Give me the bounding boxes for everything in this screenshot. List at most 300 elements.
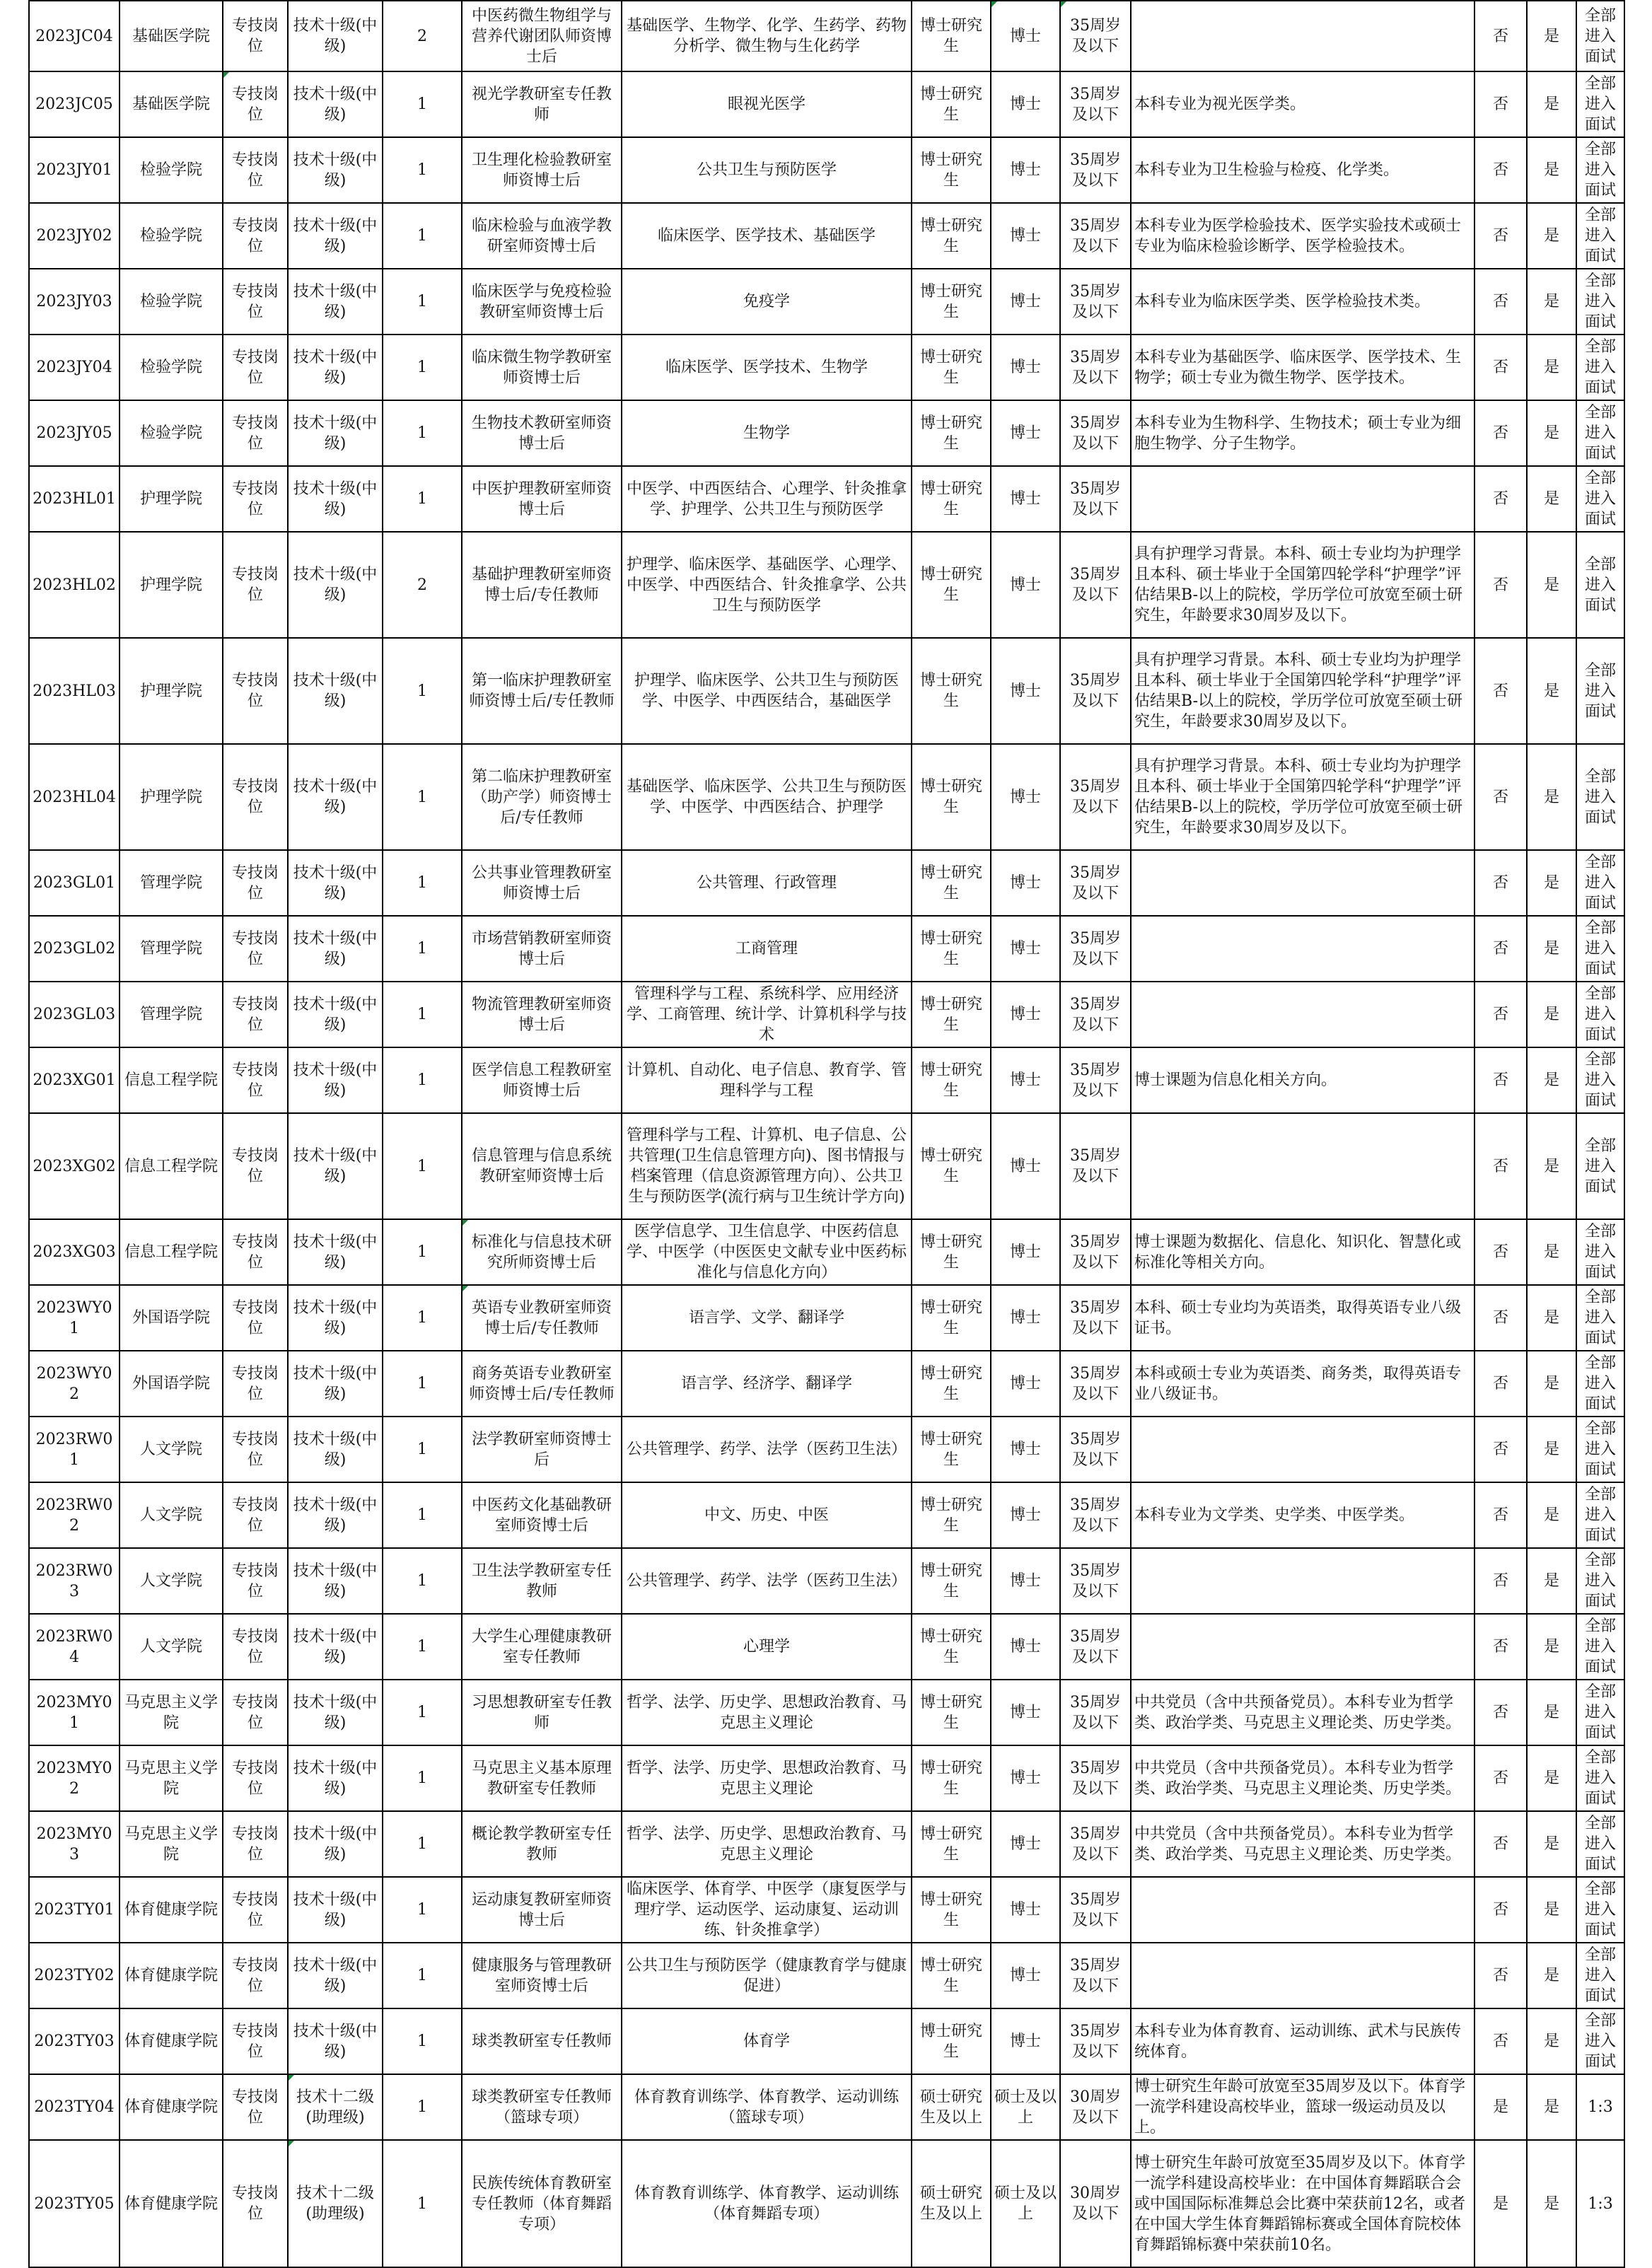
- headcount-cell: 1: [383, 1680, 462, 1745]
- education-cell: 博士研究生: [912, 1680, 991, 1745]
- interview-ratio-cell: 全部进入面试: [1576, 1745, 1624, 1811]
- headcount-cell: 1: [383, 1351, 462, 1417]
- interview-cell: 是: [1527, 982, 1576, 1047]
- post-name-cell: 球类教研室专任教师: [462, 2008, 622, 2074]
- post-level-cell: 技术十级(中级): [288, 71, 383, 137]
- other-requirements-cell: [1131, 916, 1474, 982]
- headcount-cell: 1: [383, 2074, 462, 2140]
- post-name-cell: 生物技术教研室师资博士后: [462, 400, 622, 466]
- other-requirements-cell: 博士课题为信息化相关方向。: [1131, 1047, 1474, 1113]
- age-cell: 35周岁及以下: [1060, 1877, 1131, 1943]
- college-cell: 检验学院: [120, 335, 223, 400]
- interview-cell: 是: [1527, 532, 1576, 638]
- major-cell: 医学信息学、卫生信息学、中医药信息学、中医学（中医医史文献专业中医药标准化与信息化方向）: [622, 1219, 912, 1285]
- post-type-cell: 专技岗位: [223, 1877, 288, 1943]
- post-type-cell: 专技岗位: [223, 203, 288, 269]
- post-name-cell: 法学教研室师资博士后: [462, 1417, 622, 1482]
- post-name-cell: 视光学教研室专任教师: [462, 71, 622, 137]
- post-level-cell: 技术十级(中级): [288, 1482, 383, 1548]
- post-type-cell: 专技岗位: [223, 982, 288, 1047]
- education-cell: 博士研究生: [912, 1219, 991, 1285]
- interview-ratio-cell: 全部进入面试: [1576, 269, 1624, 335]
- major-cell: 公共管理、行政管理: [622, 850, 912, 916]
- table-row: [29, 466, 1624, 532]
- other-requirements-cell: 本科专业为体育教育、运动训练、武术与民族传统体育。: [1131, 2008, 1474, 2074]
- college-cell: 马克思主义学院: [120, 1811, 223, 1877]
- college-cell: 体育健康学院: [120, 1877, 223, 1943]
- post-name-cell: 信息管理与信息系统教研室师资博士后: [462, 1113, 622, 1219]
- education-cell: 博士研究生: [912, 982, 991, 1047]
- interview-ratio-cell: 全部进入面试: [1576, 2008, 1624, 2074]
- major-cell: 管理科学与工程、计算机、电子信息、公共管理(卫生信息管理方向)、图书情报与档案管理（信息资源管理方向）、公共卫生与预防医学(流行病与卫生统计学方向): [622, 1113, 912, 1219]
- post-name-cell: 英语专业教研室师资博士后/专任教师: [462, 1285, 622, 1351]
- table-row: [29, 400, 1624, 466]
- headcount-cell: 2: [383, 532, 462, 638]
- position-code-cell: 2023JY05: [29, 400, 120, 466]
- major-cell: 心理学: [622, 1614, 912, 1680]
- other-requirements-cell: [1131, 1, 1474, 71]
- headcount-cell: 1: [383, 466, 462, 532]
- age-cell: 35周岁及以下: [1060, 916, 1131, 982]
- major-cell: 语言学、经济学、翻译学: [622, 1351, 912, 1417]
- other-requirements-cell: 本科专业为卫生检验与检疫、化学类。: [1131, 137, 1474, 203]
- college-cell: 检验学院: [120, 400, 223, 466]
- post-name-cell: 球类教研室专任教师（篮球专项）: [462, 2074, 622, 2140]
- other-requirements-cell: [1131, 1943, 1474, 2008]
- age-cell: 30周岁及以下: [1060, 2140, 1131, 2267]
- post-type-cell: 专技岗位: [223, 1, 288, 71]
- position-code-cell: 2023HL01: [29, 466, 120, 532]
- education-cell: 博士研究生: [912, 1113, 991, 1219]
- college-cell: 管理学院: [120, 850, 223, 916]
- headcount-cell: 1: [383, 1548, 462, 1614]
- table-row: [29, 1113, 1624, 1219]
- post-name-cell: 第一临床护理教研室师资博士后/专任教师: [462, 638, 622, 744]
- age-cell: 35周岁及以下: [1060, 1, 1131, 71]
- post-level-cell: 技术十级(中级): [288, 1351, 383, 1417]
- interview-ratio-cell: 全部进入面试: [1576, 1113, 1624, 1219]
- age-cell: 30周岁及以下: [1060, 2074, 1131, 2140]
- college-cell: 信息工程学院: [120, 1047, 223, 1113]
- degree-cell: 博士: [991, 1482, 1060, 1548]
- post-name-cell: 民族传统体育教研室专任教师（体育舞蹈专项）: [462, 2140, 622, 2267]
- age-cell: 35周岁及以下: [1060, 1351, 1131, 1417]
- post-name-cell: 物流管理教研室师资博士后: [462, 982, 622, 1047]
- major-cell: 公共卫生与预防医学: [622, 137, 912, 203]
- table-row: [29, 1614, 1624, 1680]
- post-level-cell: 技术十级(中级): [288, 1943, 383, 2008]
- position-code-cell: 2023MY01: [29, 1680, 120, 1745]
- other-requirements-cell: 本科专业为生物科学、生物技术；硕士专业为细胞生物学、分子生物学。: [1131, 400, 1474, 466]
- college-cell: 体育健康学院: [120, 2008, 223, 2074]
- table-row: [29, 2008, 1624, 2074]
- age-cell: 35周岁及以下: [1060, 203, 1131, 269]
- interview-cell: 是: [1527, 1877, 1576, 1943]
- education-cell: 博士研究生: [912, 1548, 991, 1614]
- college-cell: 管理学院: [120, 982, 223, 1047]
- interview-cell: 是: [1527, 1943, 1576, 2008]
- post-level-cell: 技术十级(中级): [288, 916, 383, 982]
- table-row: [29, 1, 1624, 71]
- degree-cell: 硕士及以上: [991, 2140, 1060, 2267]
- interview-cell: 是: [1527, 1548, 1576, 1614]
- position-code-cell: 2023HL03: [29, 638, 120, 744]
- post-name-cell: 中医药文化基础教研室师资博士后: [462, 1482, 622, 1548]
- other-requirements-cell: [1131, 850, 1474, 916]
- headcount-cell: 1: [383, 1482, 462, 1548]
- headcount-cell: 1: [383, 2140, 462, 2267]
- interview-cell: 是: [1527, 2074, 1576, 2140]
- written-exam-cell: 否: [1474, 1548, 1527, 1614]
- college-cell: 人文学院: [120, 1482, 223, 1548]
- degree-cell: 博士: [991, 1680, 1060, 1745]
- headcount-cell: 1: [383, 1811, 462, 1877]
- post-name-cell: 习思想教研室专任教师: [462, 1680, 622, 1745]
- interview-cell: 是: [1527, 1219, 1576, 1285]
- major-cell: 生物学: [622, 400, 912, 466]
- post-level-cell: 技术十级(中级): [288, 1113, 383, 1219]
- written-exam-cell: 否: [1474, 1680, 1527, 1745]
- post-name-cell: 运动康复教研室师资博士后: [462, 1877, 622, 1943]
- headcount-cell: 1: [383, 1047, 462, 1113]
- education-cell: 博士研究生: [912, 916, 991, 982]
- college-cell: 基础医学院: [120, 1, 223, 71]
- post-type-cell: 专技岗位: [223, 532, 288, 638]
- interview-cell: 是: [1527, 638, 1576, 744]
- post-type-cell: 专技岗位: [223, 1047, 288, 1113]
- position-code-cell: 2023HL02: [29, 532, 120, 638]
- recruitment-table-sheet: [28, 0, 1624, 2268]
- education-cell: 博士研究生: [912, 1, 991, 71]
- post-name-cell: 商务英语专业教研室师资博士后/专任教师: [462, 1351, 622, 1417]
- written-exam-cell: 否: [1474, 1, 1527, 71]
- age-cell: 35周岁及以下: [1060, 466, 1131, 532]
- interview-ratio-cell: 全部进入面试: [1576, 916, 1624, 982]
- major-cell: 临床医学、医学技术、生物学: [622, 335, 912, 400]
- interview-ratio-cell: 全部进入面试: [1576, 850, 1624, 916]
- post-type-cell: 专技岗位: [223, 466, 288, 532]
- post-type-cell: 专技岗位: [223, 71, 288, 137]
- written-exam-cell: 否: [1474, 638, 1527, 744]
- table-row: [29, 638, 1624, 744]
- other-requirements-cell: 具有护理学习背景。本科、硕士专业均为护理学且本科、硕士毕业于全国第四轮学科“护理学”评估结果B-以上的院校，学历学位可放宽至硕士研究生，年龄要求30周岁及以下。: [1131, 638, 1474, 744]
- degree-cell: 硕士及以上: [991, 2074, 1060, 2140]
- written-exam-cell: 否: [1474, 1351, 1527, 1417]
- table-row: [29, 1417, 1624, 1482]
- major-cell: 临床医学、体育学、中医学（康复医学与理疗学、运动医学、运动康复、运动训练、针灸推拿学）: [622, 1877, 912, 1943]
- degree-cell: 博士: [991, 335, 1060, 400]
- post-level-cell: 技术十级(中级): [288, 203, 383, 269]
- interview-cell: 是: [1527, 71, 1576, 137]
- post-level-cell: 技术十级(中级): [288, 1680, 383, 1745]
- post-type-cell: 专技岗位: [223, 1680, 288, 1745]
- education-cell: 博士研究生: [912, 1811, 991, 1877]
- college-cell: 护理学院: [120, 638, 223, 744]
- post-name-cell: 医学信息工程教研室师资博士后: [462, 1047, 622, 1113]
- other-requirements-cell: 本科专业为视光医学类。: [1131, 71, 1474, 137]
- table-row: [29, 2074, 1624, 2140]
- age-cell: 35周岁及以下: [1060, 1113, 1131, 1219]
- degree-cell: 博士: [991, 1548, 1060, 1614]
- interview-cell: 是: [1527, 1614, 1576, 1680]
- post-type-cell: 专技岗位: [223, 638, 288, 744]
- written-exam-cell: 否: [1474, 916, 1527, 982]
- written-exam-cell: 否: [1474, 203, 1527, 269]
- major-cell: 公共卫生与预防医学（健康教育学与健康促进）: [622, 1943, 912, 2008]
- other-requirements-cell: [1131, 1548, 1474, 1614]
- college-cell: 体育健康学院: [120, 2074, 223, 2140]
- interview-ratio-cell: 全部进入面试: [1576, 137, 1624, 203]
- written-exam-cell: 否: [1474, 1285, 1527, 1351]
- interview-ratio-cell: 全部进入面试: [1576, 1877, 1624, 1943]
- post-name-cell: 健康服务与管理教研室师资博士后: [462, 1943, 622, 2008]
- position-code-cell: 2023TY03: [29, 2008, 120, 2074]
- written-exam-cell: 否: [1474, 400, 1527, 466]
- interview-ratio-cell: 全部进入面试: [1576, 1482, 1624, 1548]
- interview-ratio-cell: 全部进入面试: [1576, 1219, 1624, 1285]
- post-type-cell: 专技岗位: [223, 2008, 288, 2074]
- table-row: [29, 1548, 1624, 1614]
- interview-ratio-cell: 全部进入面试: [1576, 71, 1624, 137]
- age-cell: 35周岁及以下: [1060, 638, 1131, 744]
- written-exam-cell: 是: [1474, 2140, 1527, 2267]
- degree-cell: 博士: [991, 400, 1060, 466]
- age-cell: 35周岁及以下: [1060, 1417, 1131, 1482]
- college-cell: 信息工程学院: [120, 1219, 223, 1285]
- post-level-cell: 技术十级(中级): [288, 1417, 383, 1482]
- interview-ratio-cell: 全部进入面试: [1576, 1047, 1624, 1113]
- post-name-cell: 市场营销教研室师资博士后: [462, 916, 622, 982]
- table-row: [29, 850, 1624, 916]
- post-type-cell: 专技岗位: [223, 2140, 288, 2267]
- interview-cell: 是: [1527, 1482, 1576, 1548]
- post-name-cell: 中医护理教研室师资博士后: [462, 466, 622, 532]
- education-cell: 博士研究生: [912, 532, 991, 638]
- position-code-cell: 2023GL03: [29, 982, 120, 1047]
- interview-ratio-cell: 全部进入面试: [1576, 1351, 1624, 1417]
- headcount-cell: 1: [383, 1285, 462, 1351]
- major-cell: 临床医学、医学技术、基础医学: [622, 203, 912, 269]
- post-type-cell: 专技岗位: [223, 744, 288, 850]
- interview-cell: 是: [1527, 850, 1576, 916]
- interview-cell: 是: [1527, 1745, 1576, 1811]
- education-cell: 博士研究生: [912, 1614, 991, 1680]
- table-row: [29, 1680, 1624, 1745]
- degree-cell: 博士: [991, 2008, 1060, 2074]
- position-code-cell: 2023XG01: [29, 1047, 120, 1113]
- headcount-cell: 1: [383, 1745, 462, 1811]
- post-level-cell: 技术十级(中级): [288, 1285, 383, 1351]
- written-exam-cell: 否: [1474, 982, 1527, 1047]
- post-level-cell: 技术十级(中级): [288, 1614, 383, 1680]
- table-row: [29, 2140, 1624, 2267]
- written-exam-cell: 否: [1474, 269, 1527, 335]
- headcount-cell: 1: [383, 1943, 462, 2008]
- table-row: [29, 1745, 1624, 1811]
- post-level-cell: 技术十级(中级): [288, 466, 383, 532]
- post-level-cell: 技术十级(中级): [288, 2008, 383, 2074]
- college-cell: 马克思主义学院: [120, 1745, 223, 1811]
- interview-ratio-cell: 全部进入面试: [1576, 1680, 1624, 1745]
- college-cell: 体育健康学院: [120, 1943, 223, 2008]
- degree-cell: 博士: [991, 1943, 1060, 2008]
- interview-cell: 是: [1527, 466, 1576, 532]
- other-requirements-cell: 中共党员（含中共预备党员）。本科专业为哲学类、政治学类、马克思主义理论类、历史学类。: [1131, 1680, 1474, 1745]
- post-name-cell: 卫生法学教研室专任教师: [462, 1548, 622, 1614]
- interview-ratio-cell: 1:3: [1576, 2074, 1624, 2140]
- written-exam-cell: 否: [1474, 2008, 1527, 2074]
- post-type-cell: 专技岗位: [223, 1745, 288, 1811]
- education-cell: 博士研究生: [912, 1351, 991, 1417]
- college-cell: 信息工程学院: [120, 1113, 223, 1219]
- post-level-cell: 技术十级(中级): [288, 982, 383, 1047]
- age-cell: 35周岁及以下: [1060, 850, 1131, 916]
- interview-ratio-cell: 全部进入面试: [1576, 400, 1624, 466]
- post-name-cell: 概论教学教研室专任教师: [462, 1811, 622, 1877]
- interview-cell: 是: [1527, 1, 1576, 71]
- post-name-cell: 马克思主义基本原理教研室专任教师: [462, 1745, 622, 1811]
- other-requirements-cell: 中共党员（含中共预备党员）。本科专业为哲学类、政治学类、马克思主义理论类、历史学类。: [1131, 1811, 1474, 1877]
- degree-cell: 博士: [991, 466, 1060, 532]
- major-cell: 语言学、文学、翻译学: [622, 1285, 912, 1351]
- major-cell: 中医学、中西医结合、心理学、针灸推拿学、护理学、公共卫生与预防医学: [622, 466, 912, 532]
- major-cell: 公共管理学、药学、法学（医药卫生法）: [622, 1417, 912, 1482]
- interview-cell: 是: [1527, 400, 1576, 466]
- position-code-cell: 2023TY05: [29, 2140, 120, 2267]
- other-requirements-cell: 本科或硕士专业为英语类、商务类，取得英语专业八级证书。: [1131, 1351, 1474, 1417]
- written-exam-cell: 否: [1474, 1047, 1527, 1113]
- written-exam-cell: 否: [1474, 1811, 1527, 1877]
- post-level-cell: 技术十级(中级): [288, 335, 383, 400]
- post-level-cell: 技术十二级(助理级): [288, 2074, 383, 2140]
- post-level-cell: 技术十级(中级): [288, 137, 383, 203]
- written-exam-cell: 否: [1474, 1745, 1527, 1811]
- post-type-cell: 专技岗位: [223, 137, 288, 203]
- written-exam-cell: 否: [1474, 1614, 1527, 1680]
- written-exam-cell: 否: [1474, 744, 1527, 850]
- degree-cell: 博士: [991, 1285, 1060, 1351]
- headcount-cell: 1: [383, 1877, 462, 1943]
- other-requirements-cell: 博士课题为数据化、信息化、知识化、智慧化或标准化等相关方向。: [1131, 1219, 1474, 1285]
- degree-cell: 博士: [991, 1614, 1060, 1680]
- headcount-cell: 1: [383, 916, 462, 982]
- headcount-cell: 1: [383, 850, 462, 916]
- major-cell: 哲学、法学、历史学、思想政治教育、马克思主义理论: [622, 1811, 912, 1877]
- college-cell: 管理学院: [120, 916, 223, 982]
- table-row: [29, 1482, 1624, 1548]
- position-code-cell: 2023RW04: [29, 1614, 120, 1680]
- age-cell: 35周岁及以下: [1060, 1219, 1131, 1285]
- college-cell: 检验学院: [120, 269, 223, 335]
- interview-cell: 是: [1527, 203, 1576, 269]
- degree-cell: 博士: [991, 137, 1060, 203]
- education-cell: 硕士研究生及以上: [912, 2074, 991, 2140]
- other-requirements-cell: [1131, 1877, 1474, 1943]
- major-cell: 公共管理学、药学、法学（医药卫生法）: [622, 1548, 912, 1614]
- other-requirements-cell: 博士研究生年龄可放宽至35周岁及以下。体育学一流学科建设高校毕业，篮球一级运动员及以上。: [1131, 2074, 1474, 2140]
- college-cell: 护理学院: [120, 466, 223, 532]
- interview-ratio-cell: 全部进入面试: [1576, 335, 1624, 400]
- interview-ratio-cell: 全部进入面试: [1576, 466, 1624, 532]
- education-cell: 博士研究生: [912, 1745, 991, 1811]
- degree-cell: 博士: [991, 1745, 1060, 1811]
- education-cell: 博士研究生: [912, 1877, 991, 1943]
- degree-cell: 博士: [991, 203, 1060, 269]
- other-requirements-cell: [1131, 1417, 1474, 1482]
- table-row: [29, 1351, 1624, 1417]
- table-row: [29, 335, 1624, 400]
- position-code-cell: 2023JC05: [29, 71, 120, 137]
- other-requirements-cell: 具有护理学习背景。本科、硕士专业均为护理学且本科、硕士毕业于全国第四轮学科“护理学”评估结果B-以上的院校，学历学位可放宽至硕士研究生，年龄要求30周岁及以下。: [1131, 532, 1474, 638]
- college-cell: 检验学院: [120, 137, 223, 203]
- headcount-cell: 1: [383, 71, 462, 137]
- college-cell: 人文学院: [120, 1548, 223, 1614]
- other-requirements-cell: 博士研究生年龄可放宽至35周岁及以下。体育学一流学科建设高校毕业：在中国体育舞蹈联合会或中国国际标准舞总会比赛中荣获前12名，或者在中国大学生体育舞蹈锦标赛或全国体育院校体育舞蹈锦标赛中荣获前10名。: [1131, 2140, 1474, 2267]
- position-code-cell: 2023JY01: [29, 137, 120, 203]
- interview-ratio-cell: 全部进入面试: [1576, 1811, 1624, 1877]
- major-cell: 计算机、自动化、电子信息、教育学、管理科学与工程: [622, 1047, 912, 1113]
- degree-cell: 博士: [991, 1047, 1060, 1113]
- written-exam-cell: 否: [1474, 1943, 1527, 2008]
- post-type-cell: 专技岗位: [223, 1548, 288, 1614]
- interview-ratio-cell: 全部进入面试: [1576, 638, 1624, 744]
- education-cell: 博士研究生: [912, 2008, 991, 2074]
- education-cell: 博士研究生: [912, 269, 991, 335]
- post-level-cell: 技术十级(中级): [288, 1047, 383, 1113]
- degree-cell: 博士: [991, 744, 1060, 850]
- degree-cell: 博士: [991, 982, 1060, 1047]
- position-code-cell: 2023TY02: [29, 1943, 120, 2008]
- other-requirements-cell: 中共党员（含中共预备党员）。本科专业为哲学类、政治学类、马克思主义理论类、历史学类。: [1131, 1745, 1474, 1811]
- post-level-cell: 技术十级(中级): [288, 1745, 383, 1811]
- written-exam-cell: 否: [1474, 1113, 1527, 1219]
- table-row: [29, 1219, 1624, 1285]
- interview-cell: 是: [1527, 1285, 1576, 1351]
- interview-cell: 是: [1527, 916, 1576, 982]
- post-name-cell: 临床检验与血液学教研室师资博士后: [462, 203, 622, 269]
- headcount-cell: 1: [383, 1417, 462, 1482]
- age-cell: 35周岁及以下: [1060, 1285, 1131, 1351]
- interview-cell: 是: [1527, 744, 1576, 850]
- post-name-cell: 卫生理化检验教研室师资博士后: [462, 137, 622, 203]
- age-cell: 35周岁及以下: [1060, 1047, 1131, 1113]
- table-row: [29, 203, 1624, 269]
- post-level-cell: 技术十级(中级): [288, 744, 383, 850]
- college-cell: 基础医学院: [120, 71, 223, 137]
- headcount-cell: 1: [383, 638, 462, 744]
- education-cell: 博士研究生: [912, 71, 991, 137]
- major-cell: 体育教育训练学、体育教学、运动训练（篮球专项）: [622, 2074, 912, 2140]
- post-name-cell: 基础护理教研室师资博士后/专任教师: [462, 532, 622, 638]
- degree-cell: 博士: [991, 1877, 1060, 1943]
- headcount-cell: 1: [383, 744, 462, 850]
- age-cell: 35周岁及以下: [1060, 532, 1131, 638]
- education-cell: 博士研究生: [912, 466, 991, 532]
- post-name-cell: 临床微生物学教研室师资博士后: [462, 335, 622, 400]
- interview-ratio-cell: 全部进入面试: [1576, 1285, 1624, 1351]
- age-cell: 35周岁及以下: [1060, 1482, 1131, 1548]
- education-cell: 博士研究生: [912, 850, 991, 916]
- headcount-cell: 1: [383, 137, 462, 203]
- degree-cell: 博士: [991, 850, 1060, 916]
- interview-cell: 是: [1527, 1113, 1576, 1219]
- education-cell: 博士研究生: [912, 1417, 991, 1482]
- education-cell: 博士研究生: [912, 203, 991, 269]
- education-cell: 硕士研究生及以上: [912, 2140, 991, 2267]
- other-requirements-cell: 本科专业为医学检验技术、医学实验技术或硕士专业为临床检验诊断学、医学检验技术。: [1131, 203, 1474, 269]
- position-code-cell: 2023WY01: [29, 1285, 120, 1351]
- other-requirements-cell: [1131, 466, 1474, 532]
